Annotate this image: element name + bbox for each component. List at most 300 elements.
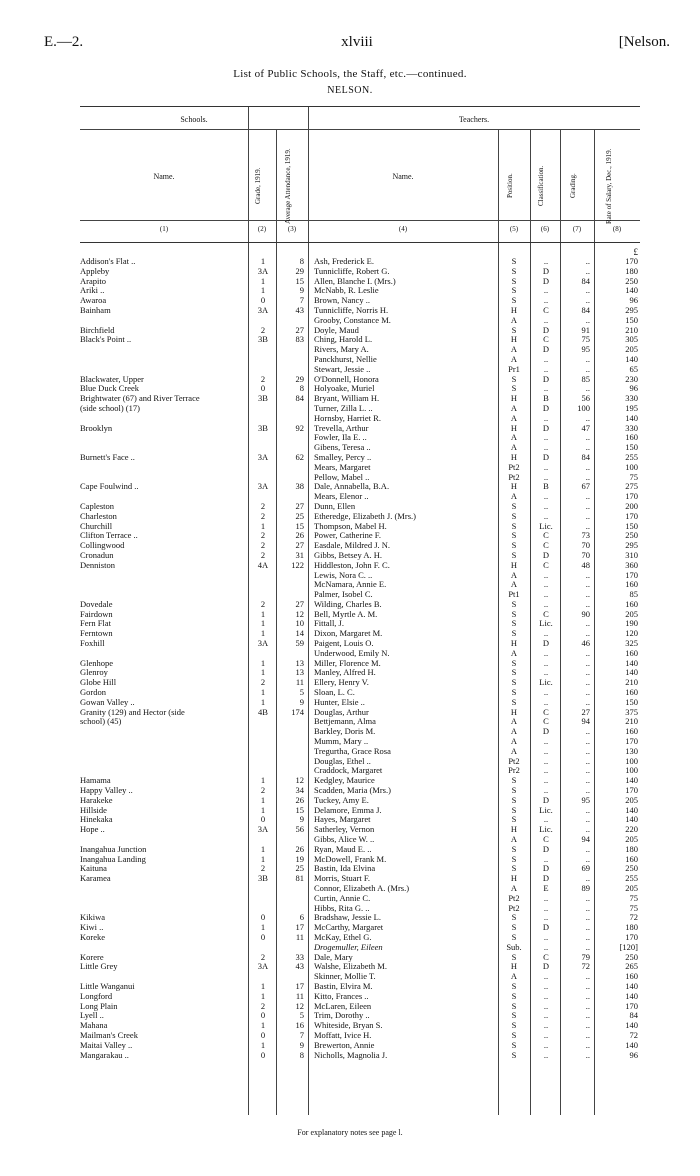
school-name: Clifton Terrace ..	[80, 530, 138, 541]
teacher-classification: ..	[543, 256, 549, 266]
col-teacher-name: Name.	[392, 172, 414, 181]
teacher-name: Hiddleston, John F. C.	[314, 559, 390, 570]
teacher-salary: 210	[625, 716, 638, 727]
school-name: (side school) (17)	[80, 402, 140, 413]
school-name: Ariki ..	[80, 285, 105, 296]
school-attendance: 34	[295, 785, 304, 796]
teacher-classification: ..	[543, 1020, 549, 1031]
teacher-classification: D	[542, 638, 550, 649]
teacher-classification: ..	[543, 383, 549, 394]
school-attendance: 26	[295, 794, 304, 805]
teacher-grading: 95	[581, 344, 590, 355]
table-row	[80, 678, 640, 688]
teacher-classification: ..	[543, 353, 549, 364]
teacher-classification: ..	[543, 647, 549, 658]
school-name: Fairdown	[80, 608, 113, 619]
school-name: school) (45)	[80, 716, 122, 727]
teacher-classification: Lic.	[539, 824, 553, 835]
teacher-grading: 90	[581, 608, 590, 619]
school-grade: 0	[260, 814, 266, 825]
teacher-name: Scadden, Maria (Mrs.)	[314, 785, 391, 796]
school-name: Little Grey	[80, 961, 118, 972]
school-grade: 2	[260, 324, 266, 335]
teacher-salary: 170	[625, 736, 638, 747]
teacher-grading: ..	[585, 471, 590, 482]
school-name: Fern Flat	[80, 618, 111, 629]
teacher-salary: 96	[629, 295, 638, 306]
teacher-grading: ..	[585, 853, 590, 864]
group-schools: Schools.	[180, 115, 208, 124]
teacher-classification: ..	[543, 569, 549, 580]
teacher-salary: 170	[625, 931, 638, 942]
teacher-grading: ..	[585, 256, 590, 266]
school-name: Appleby	[80, 265, 110, 276]
teacher-position: S	[511, 990, 517, 1001]
school-grade: 1	[260, 256, 266, 266]
teacher-name: Mears, Margaret	[314, 461, 371, 472]
teacher-position: S	[511, 794, 517, 805]
school-attendance: 6	[299, 912, 304, 923]
school-name: Hillside	[80, 804, 107, 815]
teacher-salary: [120]	[619, 941, 638, 952]
school-name: Glenroy	[80, 667, 108, 678]
teacher-grading: ..	[585, 765, 590, 776]
currency-symbol: £	[633, 247, 638, 257]
teacher-grading: ..	[585, 442, 590, 453]
school-attendance: 83	[295, 334, 304, 345]
teacher-name: Gibbs, Betsey A. H.	[314, 549, 382, 560]
col-number: (7)	[572, 225, 582, 233]
teacher-position: S	[511, 628, 517, 639]
teacher-salary: 160	[625, 647, 638, 658]
teacher-classification: C	[543, 334, 549, 345]
teacher-classification: ..	[543, 295, 549, 306]
school-attendance: 59	[295, 638, 304, 649]
teacher-position: S	[511, 804, 517, 815]
teacher-classification: Lic.	[539, 804, 553, 815]
teacher-grading: ..	[585, 677, 590, 688]
school-grade: 0	[260, 295, 266, 306]
school-grade: 2	[260, 1000, 266, 1011]
school-attendance: 26	[295, 530, 304, 541]
school-name: Koreke	[80, 931, 106, 942]
teacher-grading: 95	[581, 794, 590, 805]
teacher-grading: ..	[585, 353, 590, 364]
school-attendance: 15	[295, 804, 304, 815]
school-grade: 1	[260, 608, 266, 619]
teacher-position: A	[510, 971, 518, 982]
teacher-classification: ..	[543, 432, 549, 443]
table-body	[80, 243, 640, 1115]
teacher-grading: ..	[585, 598, 590, 609]
teacher-grading: 47	[581, 422, 590, 433]
teacher-name: Bastin, Elvira M.	[314, 980, 373, 991]
teacher-position: A	[510, 716, 518, 727]
teacher-classification: C	[543, 951, 549, 962]
teacher-grading: ..	[585, 922, 590, 933]
school-attendance: 9	[299, 285, 304, 296]
school-name: Mangarakau ..	[80, 1049, 129, 1060]
school-attendance: 92	[295, 422, 304, 433]
school-attendance: 25	[295, 510, 304, 521]
teacher-name: Bettjemann, Alma	[314, 716, 376, 727]
teacher-salary: 150	[625, 696, 638, 707]
school-grade: 1	[260, 853, 266, 864]
school-name: Collingwood	[80, 540, 125, 551]
col-classification: Classification.	[537, 165, 545, 207]
teacher-position: H	[510, 451, 518, 462]
teacher-grading: 70	[581, 540, 590, 551]
teacher-position: A	[510, 442, 518, 453]
teacher-position: S	[511, 696, 517, 707]
teacher-position: S	[511, 373, 517, 384]
teacher-grading: ..	[585, 647, 590, 658]
teacher-classification: ..	[543, 931, 549, 942]
teacher-salary: 255	[625, 451, 638, 462]
teacher-salary: 210	[625, 324, 638, 335]
school-grade: 2	[260, 785, 266, 796]
school-name: Little Wanganui	[80, 980, 135, 991]
teacher-position: S	[511, 1049, 517, 1060]
teacher-name: Sloan, L. C.	[314, 687, 355, 698]
teacher-grading: ..	[585, 432, 590, 443]
teacher-name: Tregurtha, Grace Rosa	[314, 745, 391, 756]
teacher-salary: 140	[625, 412, 638, 423]
teacher-position: S	[511, 520, 517, 531]
school-grade: 3A	[257, 481, 269, 492]
teacher-salary: 170	[625, 510, 638, 521]
teacher-name: Drogemuller, Eileen	[314, 941, 383, 952]
teacher-classification: ..	[543, 500, 549, 511]
school-grade: 3A	[257, 824, 269, 835]
col-grade: Grade, 1919.	[254, 167, 262, 205]
school-name: Hamama	[80, 775, 111, 786]
teacher-classification: D	[542, 922, 550, 933]
school-name: Hinekaka	[80, 814, 113, 825]
teacher-salary: 140	[625, 1039, 638, 1050]
teacher-grading: 73	[581, 530, 590, 541]
teacher-position: S	[511, 549, 517, 560]
school-attendance: 9	[299, 1039, 304, 1050]
school-attendance: 9	[299, 814, 304, 825]
school-attendance: 13	[295, 667, 304, 678]
school-name: Kikiwa	[80, 912, 106, 923]
teacher-salary: 275	[625, 481, 638, 492]
school-attendance: 27	[295, 500, 304, 511]
school-name: Korere	[80, 951, 104, 962]
teacher-classification: ..	[543, 765, 549, 776]
teacher-position: S	[511, 912, 517, 923]
school-grade: 1	[260, 285, 266, 296]
teacher-name: Ryan, Maud E. ..	[314, 843, 372, 854]
teacher-salary: 84	[629, 1010, 638, 1021]
teacher-grading: ..	[585, 736, 590, 747]
teacher-salary: 330	[625, 393, 638, 404]
teacher-name: Smalley, Percy ..	[314, 451, 372, 462]
teacher-name: Etheredge, Elizabeth J. (Mrs.)	[314, 510, 416, 521]
school-attendance: 10	[295, 618, 304, 629]
teacher-classification: C	[543, 304, 549, 315]
school-attendance: 26	[295, 843, 304, 854]
teacher-salary: 160	[625, 687, 638, 698]
teacher-salary: 96	[629, 383, 638, 394]
teacher-classification: ..	[543, 442, 549, 453]
teacher-salary: 250	[625, 951, 638, 962]
teacher-grading: ..	[585, 804, 590, 815]
school-grade: 3B	[258, 873, 268, 884]
teacher-salary: 180	[625, 922, 638, 933]
teacher-classification: ..	[543, 941, 549, 952]
school-name: Long Plain	[80, 1000, 118, 1011]
school-name: Karamea	[80, 873, 111, 884]
teacher-name: Wilding, Charles B.	[314, 598, 382, 609]
school-grade: 1	[260, 990, 266, 1001]
teacher-grading: ..	[585, 873, 590, 884]
teacher-name: McDowell, Frank M.	[314, 853, 387, 864]
header-left: E.—2.	[44, 34, 84, 50]
school-grade: 1	[260, 922, 266, 933]
teacher-classification: ..	[543, 628, 549, 639]
teacher-name: Easdale, Mildred J. N.	[314, 540, 391, 551]
teacher-name: Kedgley, Maurice	[314, 775, 375, 786]
teacher-position: S	[511, 775, 517, 786]
teacher-salary: 150	[625, 520, 638, 531]
teacher-position: A	[510, 647, 518, 658]
school-grade: 1	[260, 794, 266, 805]
teacher-grading: 56	[581, 393, 590, 404]
teacher-grading: 48	[581, 559, 590, 570]
school-name: Mahana	[80, 1020, 108, 1031]
teacher-grading: 75	[581, 334, 590, 345]
teacher-name: Paigent, Louis O.	[314, 638, 374, 649]
teacher-salary: 100	[625, 765, 638, 776]
teacher-salary: 150	[625, 442, 638, 453]
teacher-grading: 85	[581, 373, 590, 384]
group-divider	[80, 129, 640, 130]
teacher-name: Barkley, Doris M.	[314, 726, 376, 737]
teacher-name: Gibens, Teresa ..	[314, 442, 371, 453]
school-attendance: 11	[295, 990, 304, 1001]
teacher-salary: 265	[625, 961, 638, 972]
school-name: Lyell ..	[80, 1010, 104, 1021]
school-name: Granity (129) and Hector (side	[80, 706, 185, 717]
teacher-position: S	[511, 383, 517, 394]
teacher-classification: E	[543, 883, 549, 893]
teacher-grading: 46	[581, 638, 590, 649]
teacher-position: A	[510, 883, 518, 893]
teacher-grading: ..	[585, 1039, 590, 1050]
teacher-salary: 170	[625, 491, 638, 502]
col-school-name: Name.	[153, 172, 175, 181]
school-name: Bainham	[80, 304, 111, 315]
teacher-salary: 160	[625, 432, 638, 443]
teacher-salary: 75	[629, 892, 638, 903]
teacher-classification: ..	[543, 461, 549, 472]
table-row	[80, 316, 640, 326]
teacher-position: Pt2	[508, 892, 520, 903]
teacher-position: S	[511, 922, 517, 933]
teacher-classification: ..	[543, 412, 549, 423]
teacher-grading: ..	[585, 500, 590, 511]
header-right: [Nelson.	[618, 34, 670, 50]
teacher-classification: ..	[543, 785, 549, 796]
school-name: Brightwater (67) and River Terrace	[80, 393, 200, 404]
teacher-salary: 205	[625, 883, 638, 893]
teacher-position: S	[511, 540, 517, 551]
teacher-position: A	[510, 579, 518, 590]
teacher-position: H	[510, 824, 518, 835]
teacher-salary: 160	[625, 726, 638, 737]
teacher-classification: D	[542, 422, 550, 433]
teacher-grading: ..	[585, 1029, 590, 1040]
school-grade: 0	[260, 383, 266, 394]
teacher-salary: 160	[625, 853, 638, 864]
teacher-classification: C	[543, 530, 549, 541]
teacher-position: A	[510, 353, 518, 364]
school-grade: 2	[260, 951, 266, 962]
teacher-position: S	[511, 598, 517, 609]
teacher-classification: ..	[543, 755, 549, 766]
teacher-salary: 140	[625, 1020, 638, 1031]
teacher-salary: 330	[625, 422, 638, 433]
school-attendance: 11	[295, 931, 304, 942]
school-attendance: 43	[295, 304, 304, 315]
school-attendance: 17	[295, 922, 304, 933]
school-attendance: 13	[295, 657, 304, 668]
teacher-grading: ..	[585, 667, 590, 678]
school-name: Hope ..	[80, 824, 105, 835]
teacher-position: H	[510, 559, 518, 570]
school-attendance: 38	[295, 481, 304, 492]
school-name: Globe Hill	[80, 677, 117, 688]
teacher-name: Dale, Annabella, B.A.	[314, 481, 390, 492]
teacher-classification: D	[542, 451, 550, 462]
teacher-salary: 250	[625, 275, 638, 286]
page-number: xlviii	[341, 34, 373, 50]
teacher-position: S	[511, 814, 517, 825]
school-grade: 3A	[257, 638, 269, 649]
teacher-name: Connor, Elizabeth A. (Mrs.)	[314, 883, 410, 893]
school-attendance: 29	[295, 265, 304, 276]
teacher-salary: 100	[625, 461, 638, 472]
school-name: Kaituna	[80, 863, 107, 874]
school-name: Arapito	[80, 275, 106, 286]
teacher-name: Mumm, Mary ..	[314, 736, 369, 747]
school-attendance: 16	[295, 1020, 304, 1031]
teacher-classification: ..	[543, 892, 549, 903]
teacher-name: Satherley, Vernon	[314, 824, 375, 835]
school-name: Glenhope	[80, 657, 114, 668]
teacher-salary: 325	[625, 638, 638, 649]
school-name: Churchill	[80, 520, 113, 531]
teacher-name: Manley, Alfred H.	[314, 667, 376, 678]
school-name: Maitai Valley ..	[80, 1039, 133, 1050]
school-grade: 3B	[258, 422, 268, 433]
teacher-name: Kitto, Frances ..	[314, 990, 369, 1001]
teacher-salary: 250	[625, 863, 638, 874]
teacher-salary: 85	[629, 589, 638, 600]
teacher-salary: 170	[625, 785, 638, 796]
teacher-grading: ..	[585, 696, 590, 707]
teacher-grading: 89	[581, 883, 590, 893]
teacher-grading: ..	[585, 510, 590, 521]
teacher-salary: 210	[625, 677, 638, 688]
teacher-position: H	[510, 334, 518, 345]
teacher-name: Tunnicliffe, Robert G.	[314, 265, 390, 276]
school-name: Mailman's Creek	[80, 1029, 138, 1040]
school-grade: 0	[260, 912, 266, 923]
teacher-name: Hayes, Margaret	[314, 814, 371, 825]
teacher-grading: ..	[585, 285, 590, 296]
school-grade: 3A	[257, 451, 269, 462]
teacher-position: S	[511, 931, 517, 942]
teacher-classification: C	[543, 540, 549, 551]
teacher-name: Tuckey, Amy E.	[314, 794, 369, 805]
teacher-position: S	[511, 256, 517, 266]
teacher-classification: ..	[543, 491, 549, 502]
school-name: Longford	[80, 990, 113, 1001]
teacher-grading: ..	[585, 314, 590, 325]
school-grade: 1	[260, 618, 266, 629]
teacher-position: S	[511, 510, 517, 521]
teacher-position: S	[511, 295, 517, 306]
school-grade: 2	[260, 540, 266, 551]
school-name: Addison's Flat ..	[80, 256, 136, 266]
teacher-grading: ..	[585, 491, 590, 502]
school-name: Capleston	[80, 500, 114, 511]
teacher-name: Hunter, Elsie ..	[314, 696, 365, 707]
school-name: Gordon	[80, 687, 106, 698]
school-name: Gowan Valley ..	[80, 696, 135, 707]
teacher-classification: D	[542, 961, 550, 972]
teacher-position: A	[510, 569, 518, 580]
teacher-name: McNamara, Annie E.	[314, 579, 387, 590]
teacher-name: Moffatt, Ivice H.	[314, 1029, 372, 1040]
teacher-grading: 91	[581, 324, 590, 335]
teacher-classification: D	[542, 549, 550, 560]
school-name: Blackwater, Upper	[80, 373, 144, 384]
teacher-position: S	[511, 1000, 517, 1011]
school-grade: 0	[260, 931, 266, 942]
teacher-position: S	[511, 785, 517, 796]
teacher-position: S	[511, 275, 517, 286]
teacher-classification: ..	[543, 1039, 549, 1050]
school-attendance: 62	[295, 451, 304, 462]
school-name: Dovedale	[80, 598, 113, 609]
school-grade: 1	[260, 696, 266, 707]
teacher-salary: 130	[625, 745, 638, 756]
teacher-name: Fittall, J.	[314, 618, 344, 629]
school-attendance: 5	[299, 1010, 304, 1021]
school-grade: 0	[260, 1029, 266, 1040]
table-row	[80, 1051, 640, 1061]
teacher-salary: 180	[625, 843, 638, 854]
col-number: (5)	[509, 225, 519, 233]
school-name: Denniston	[80, 559, 115, 570]
teacher-salary: 195	[625, 402, 638, 413]
teacher-name: Power, Catherine F.	[314, 530, 381, 541]
school-grade: 4A	[257, 559, 269, 570]
teacher-name: Delamore, Emma J.	[314, 804, 382, 815]
teacher-salary: 65	[629, 363, 638, 374]
teacher-grading: 27	[581, 706, 590, 717]
teacher-grading: 69	[581, 863, 590, 874]
school-grade: 2	[260, 530, 266, 541]
teacher-name: Allen, Blanche I. (Mrs.)	[314, 275, 396, 286]
school-attendance: 174	[291, 706, 304, 717]
teacher-position: H	[510, 481, 518, 492]
teacher-position: S	[511, 1029, 517, 1040]
